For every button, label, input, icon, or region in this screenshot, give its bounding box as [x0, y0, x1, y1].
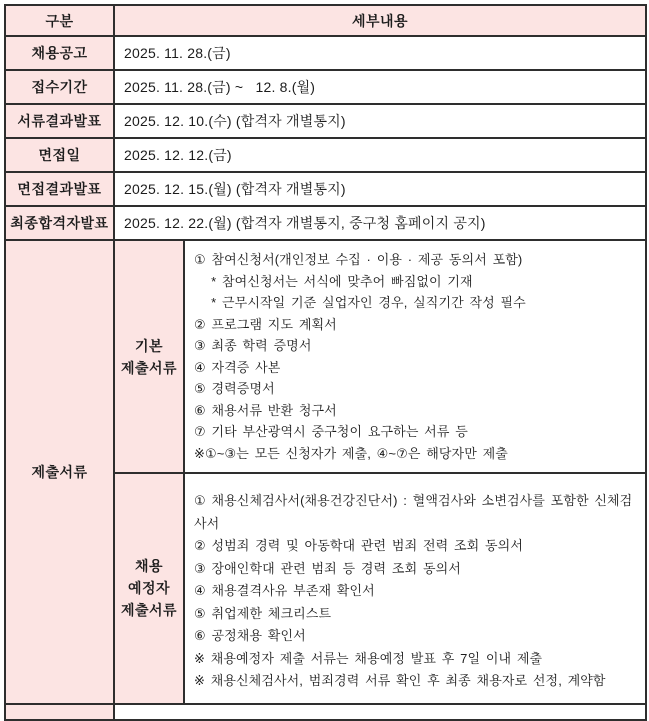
table-row-partial — [5, 704, 646, 720]
header-details: 세부내용 — [114, 5, 646, 36]
header-category: 구분 — [5, 5, 114, 36]
row-label: 접수기간 — [5, 70, 114, 104]
text-line: ② 성범죄 경력 및 아동학대 관련 범죄 전력 조회 동의서 — [194, 538, 523, 553]
hire-docs-list — [184, 473, 646, 704]
row-label: 면접일 — [5, 138, 114, 172]
text-line: ⑦ 기타 부산광역시 중구청이 요구하는 서류 등 — [194, 424, 468, 439]
text-line: ③ 최종 학력 증명서 — [194, 338, 312, 353]
text-line: 기본 — [134, 337, 164, 354]
table-row — [5, 206, 646, 240]
table-row — [5, 172, 646, 206]
row-label: 면접결과발표 — [5, 172, 114, 206]
text-line: ④ 채용결격사유 부존재 확인서 — [194, 583, 375, 598]
text-line: ※①~③는 모든 신청자가 제출, ④~⑦은 해당자만 제출 — [194, 445, 508, 461]
text-line: ① 참여신청서(개인정보 수집 · 이용 · 제공 동의서 포함) — [194, 252, 523, 267]
text-line: ② 프로그램 지도 계획서 — [194, 316, 337, 332]
recruitment-schedule-table — [4, 4, 647, 721]
hire-docs-sublabel — [114, 473, 184, 704]
row-label: 서류결과발표 — [5, 104, 114, 138]
row-label: 최종합격자발표 — [5, 206, 114, 240]
row-detail: 2025. 12. 10.(수) (합격자 개별통지) — [114, 104, 646, 138]
text-line: 예정자 — [127, 580, 171, 597]
basic-docs-list — [184, 240, 646, 473]
text-line: ※ 채용신체검사서, 범죄경력 서류 확인 후 최종 채용자로 선정, 계약함 — [194, 673, 606, 688]
documents-row-label: 제출서류 — [5, 240, 114, 704]
partial-row-label-cell — [5, 704, 114, 720]
text-line: 제출서류 — [120, 359, 178, 376]
table-row — [5, 104, 646, 138]
row-detail: 2025. 11. 28.(금) ~ 12. 8.(월) — [114, 70, 646, 104]
table-row — [5, 36, 646, 70]
text-line: ① 채용신체검사서(채용건강진단서) : 혈액검사와 소변검사를 포함한 신체검사서 — [194, 493, 633, 531]
text-line: ⑥ 채용서류 반환 청구서 — [194, 402, 337, 418]
text-line: 제출서류 — [120, 602, 178, 619]
text-line: ④ 자격증 사본 — [194, 359, 281, 375]
row-detail: 2025. 12. 22.(월) (합격자 개별통지, 중구청 홈페이지 공지) — [114, 206, 646, 240]
text-line: * 참여신청서는 서식에 맞추어 빠짐없이 기재 — [194, 273, 473, 289]
partial-row-detail-cell — [114, 704, 646, 720]
text-line: ⑤ 취업제한 체크리스트 — [194, 605, 332, 621]
table-row-documents-basic — [5, 240, 646, 473]
row-detail: 2025. 12. 15.(월) (합격자 개별통지) — [114, 172, 646, 206]
text-line: * 근무시작일 기준 실업자인 경우, 실직기간 작성 필수 — [194, 295, 526, 310]
table-row — [5, 138, 646, 172]
text-line: 채용 — [134, 558, 164, 575]
row-detail: 2025. 12. 12.(금) — [114, 138, 646, 172]
row-detail: 2025. 11. 28.(금) — [114, 36, 646, 70]
row-label: 채용공고 — [5, 36, 114, 70]
text-line: ③ 장애인학대 관련 범죄 등 경력 조회 동의서 — [194, 560, 461, 576]
table-row — [5, 70, 646, 104]
text-line: ⑤ 경력증명서 — [194, 381, 275, 396]
text-line: ⑥ 공정채용 확인서 — [194, 628, 306, 643]
table-header-row — [5, 5, 646, 36]
text-line: ※ 채용예정자 제출 서류는 채용예정 발표 후 7일 이내 제출 — [194, 650, 543, 666]
basic-docs-sublabel — [114, 240, 184, 473]
